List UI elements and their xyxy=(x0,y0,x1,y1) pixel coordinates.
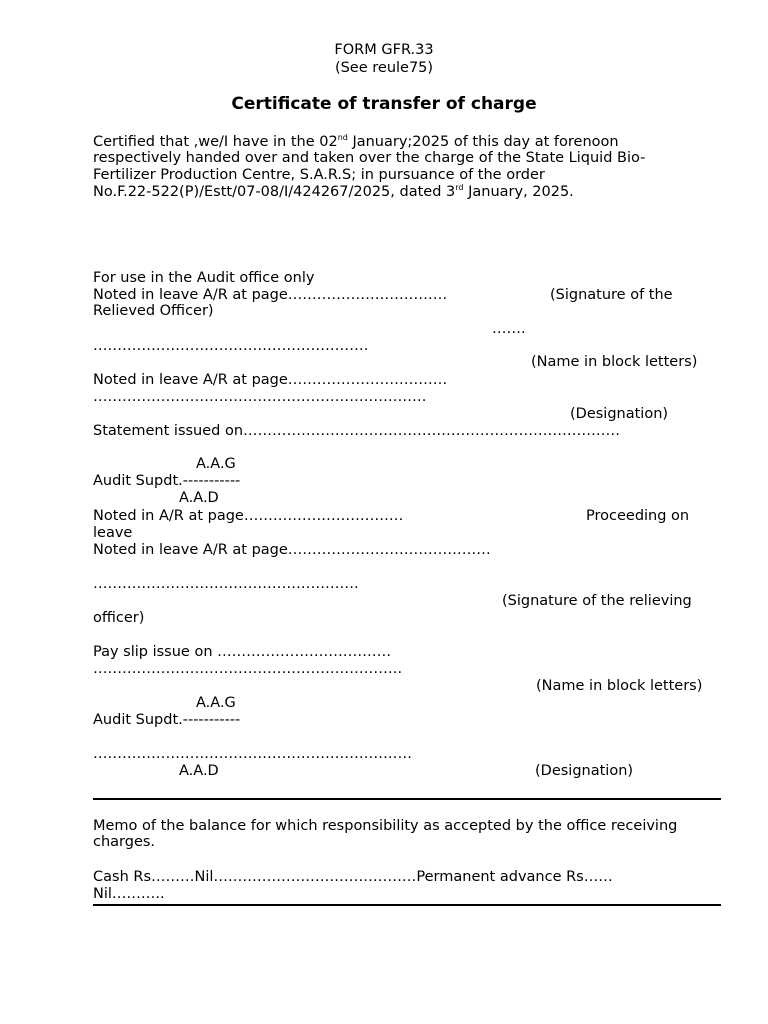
dotted-line-1: ………………………………………………… xyxy=(93,338,369,354)
noted-leave-ar-2: Noted in leave A/R at page…………………………… xyxy=(93,372,448,388)
dotted-line-3: ………………………………………………. xyxy=(93,576,359,592)
noted-leave-ar-1: Noted in leave A/R at page…………………………… xyxy=(93,287,448,303)
certificate-line-3: Fertilizer Production Centre, S.A.R.S; in pursuance of the order xyxy=(93,167,545,183)
audit-supdt-2: Audit Supdt.----------- xyxy=(93,712,241,728)
relieved-officer-label: Relieved Officer) xyxy=(93,303,214,319)
divider-bottom xyxy=(93,904,721,906)
nil-line: Nil……….. xyxy=(93,886,165,902)
form-number: FORM GFR.33 xyxy=(334,42,434,58)
pay-slip-issue: Pay slip issue on ……………………………… xyxy=(93,644,392,660)
audit-supdt-1: Audit Supdt.----------- xyxy=(93,473,241,489)
dotted-line-5: ………………………………………………………… xyxy=(93,746,412,762)
document-title: Certificate of transfer of charge xyxy=(231,94,537,114)
aag-label-1: A.A.G xyxy=(196,456,236,472)
name-block-letters-2: (Name in block letters) xyxy=(536,678,703,694)
statement-issued: Statement issued on…………………………………………………………………… xyxy=(93,423,621,439)
aad-label-2: A.A.D xyxy=(179,763,219,779)
audit-office-heading: For use in the Audit office only xyxy=(93,270,315,286)
rule-reference: (See reule75) xyxy=(334,60,434,76)
signature-relieved-label: (Signature of the xyxy=(550,287,673,303)
leave-label: leave xyxy=(93,525,133,541)
signature-dots: ……. xyxy=(492,321,526,337)
designation-2: (Designation) xyxy=(535,763,634,779)
aag-label-2: A.A.G xyxy=(196,695,236,711)
noted-ar-page: Noted in A/R at page…………………………… xyxy=(93,508,404,524)
signature-relieving-label: (Signature of the relieving xyxy=(502,593,692,609)
aad-label-1: A.A.D xyxy=(179,490,219,506)
certificate-line-2: respectively handed over and taken over the charge of the State Liquid Bio- xyxy=(93,150,646,166)
divider-top xyxy=(93,798,721,800)
relieving-officer-label: officer) xyxy=(93,610,145,626)
proceeding-on-label: Proceeding on xyxy=(586,508,690,524)
memo-line-1: Memo of the balance for which responsibility as accepted by the office receiving xyxy=(93,818,678,834)
dotted-line-2: …………………………………………………………… xyxy=(93,389,427,405)
certificate-line-4: No.F.22-522(P)/Estt/07-08/I/424267/2025, dated 3rd January, 2025. xyxy=(93,183,574,200)
noted-leave-ar-3: Noted in leave A/R at page…………………………………… xyxy=(93,542,491,558)
dotted-line-4: ………………………………………………………. xyxy=(93,661,403,677)
name-block-letters-1: (Name in block letters) xyxy=(531,354,698,370)
memo-line-2: charges. xyxy=(93,834,156,850)
certificate-line-1: Certified that ,we/I have in the 02nd January;2025 of this day at forenoon xyxy=(93,133,619,150)
designation-1: (Designation) xyxy=(570,406,669,422)
cash-permanent-advance: Cash Rs………Nil……………………………………Permanent advance Rs…… xyxy=(93,869,613,885)
